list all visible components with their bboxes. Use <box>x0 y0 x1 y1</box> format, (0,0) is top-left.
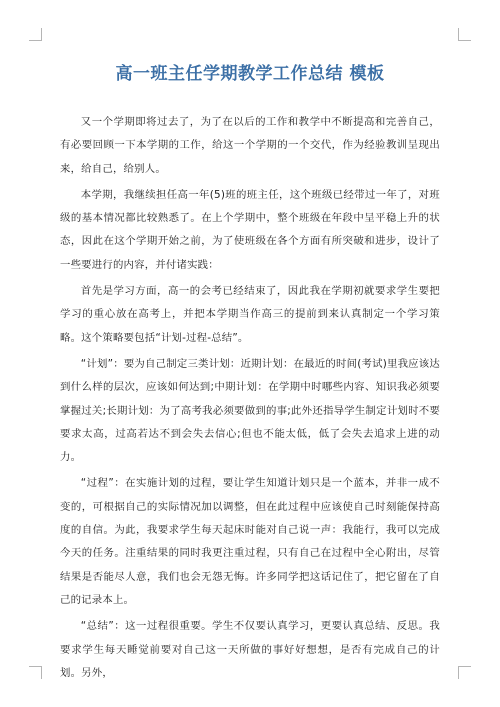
crop-mark-top-right <box>458 28 471 41</box>
document-body <box>60 111 440 688</box>
crop-mark-bottom-right <box>458 666 471 679</box>
paragraph-plan: “计划”：要为自己制定三类计划：近期计划：在最近的时间(考试)里我应该达到什么样的层次，应该如何达到;中期计划：在学期中时哪些内容、知识我必须要掌握过关;长期计划：为了高考我必须要做到的事;此外还指导学生制定计划时不要要求太高，过高若达不到会失去信心;但也不能太低，低了会失去追求上进的动力。 <box>60 357 440 464</box>
paragraph-study-strategy: 首先是学习方面，高一的会考已经结束了，因此我在学期初就要求学生要把学习的重心放在高考上，并把本学期当作高三的提前到来认真制定一个学习策略。这个策略要包括“计划-过程-总结”。 <box>60 285 440 344</box>
crop-mark-top-left <box>29 28 42 41</box>
document-title: 高一班主任学期教学工作总结 模板 <box>115 64 385 84</box>
paragraph-intro: 又一个学期即将过去了，为了在以后的工作和教学中不断提高和完善自己，有必要回顾一下本学期的工作，给这一个学期的一个交代，作为经验教训呈现出来，给自己，给别人。 <box>60 116 440 175</box>
paragraph-summary: “总结”：这一过程很重要。学生不仅要认真学习，更要认真总结、反思。我要求学生每天睡觉前要对自己这一天所做的事好好想想，是否有完成自己的计划。另外， <box>60 620 440 679</box>
crop-mark-bottom-left <box>29 666 42 679</box>
paragraph-background: 本学期，我继续担任高一年(5)班的班主任，这个班级已经带过一年了，对班级的基本情况都比较熟悉了。在上个学期中，整个班级在年段中呈平稳上升的状态，因此在这个学期开始之前，为了使班级在各个方面有所突破和进步，设计了一些要进行的内容，并付诸实践： <box>60 188 440 271</box>
paragraph-process: “过程”：在实施计划的过程，要让学生知道计划只是一个蓝本，并非一成不变的，可根据自己的实际情况加以调整，但在此过程中应该使自己时刻能保持高度的自信。为此，我要求学生每天起床时能对自己说一声：我能行，我可以完成今天的任务。注重结果的同时我更注重过程，只有自己在过程中全心附出，尽管结果是否能尽人意，我们也会无怨无悔。许多同学把这话记住了，把它留在了自己的记录本上。 <box>60 477 440 606</box>
